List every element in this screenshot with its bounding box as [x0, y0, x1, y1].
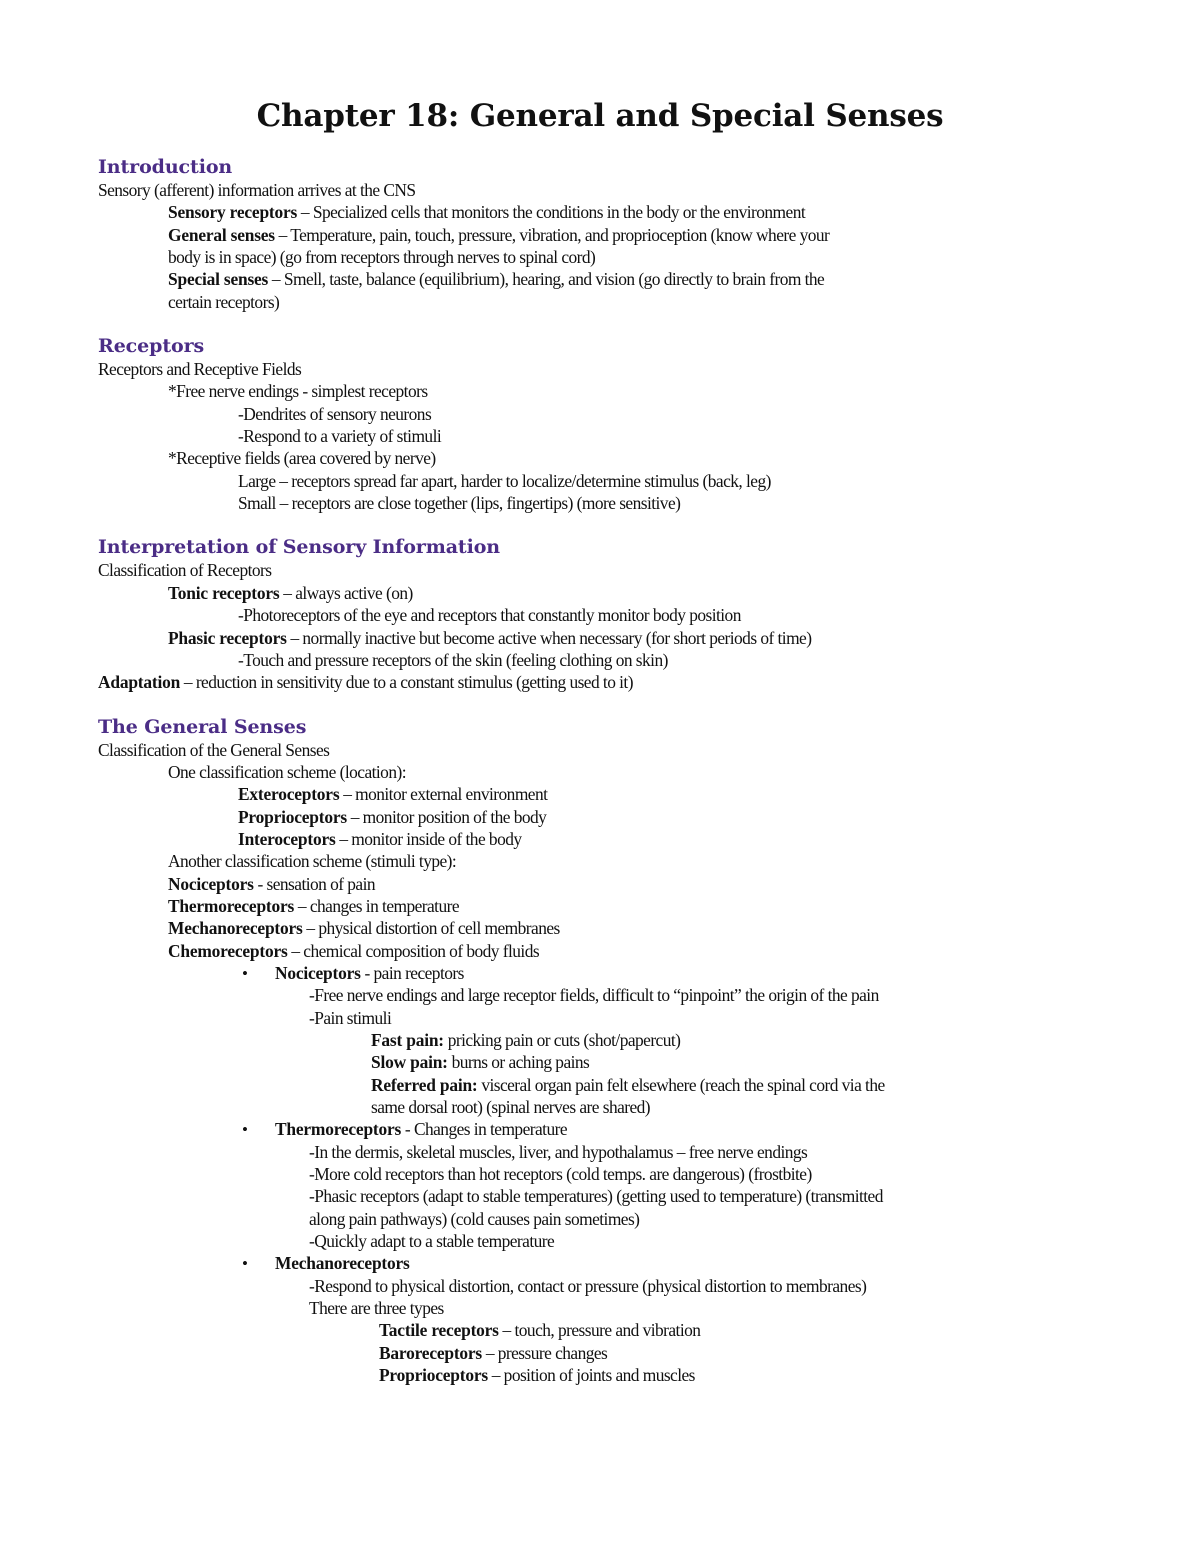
term: Tonic receptors: [168, 582, 280, 603]
text-line: [98, 940, 1118, 962]
term: Special senses: [168, 269, 269, 290]
term: Adaptation: [98, 672, 181, 693]
line-text: Another classification scheme (stimuli type):: [168, 851, 457, 872]
line-text: along pain pathways) (cold causes pain sometimes): [309, 1208, 640, 1229]
line-text: Sensory (afferent) information arrives at the CNS: [98, 180, 416, 200]
line-text: Classification of the General Senses: [98, 739, 330, 760]
line-text: *Free nerve endings - simplest receptors: [168, 381, 428, 402]
text-line: [98, 246, 1118, 268]
line-text: -Quickly adapt to a stable temperature: [309, 1231, 555, 1252]
text-line: [98, 671, 1118, 693]
text-line: [98, 873, 1118, 895]
line-text: -Phasic receptors (adapt to stable temperatures) (getting used to temperature) (transmitted: [309, 1186, 883, 1207]
bullet-icon: •: [242, 1120, 248, 1140]
term: Exteroceptors: [238, 784, 340, 805]
bullet-item: [98, 962, 1118, 984]
section-heading: [98, 716, 1118, 739]
text-line: [98, 1074, 1118, 1096]
line-text: Receptors and Receptive Fields: [98, 359, 302, 380]
section-heading-text: Interpretation of Sensory Information: [98, 536, 501, 559]
text-line: [98, 201, 1118, 223]
text-line: [98, 806, 1118, 828]
line-text: -Respond to physical distortion, contact or pressure (physical distortion to membranes): [309, 1275, 867, 1296]
term: Thermoreceptors: [275, 1119, 402, 1140]
definition: visceral organ pain felt elsewhere (reach the spinal cord via the: [477, 1074, 885, 1095]
definition: – chemical composition of body fluids: [287, 940, 540, 961]
text-line: [98, 1364, 1118, 1386]
term: Referred pain:: [371, 1074, 478, 1095]
definition: – reduction in sensitivity due to a constant stimulus (getting used to it): [180, 672, 633, 693]
term: Interoceptors: [238, 828, 336, 849]
text-line: [98, 470, 1118, 492]
text-line: [98, 917, 1118, 939]
text-line: [98, 1319, 1118, 1341]
term: Baroreceptors: [379, 1342, 483, 1363]
text-line: [98, 403, 1118, 425]
line-text: -Respond to a variety of stimuli: [238, 426, 442, 447]
section-heading: [98, 156, 1118, 179]
bullet-icon: •: [242, 963, 248, 983]
text-line: [98, 895, 1118, 917]
definition: – monitor inside of the body: [335, 828, 522, 849]
definition: pricking pain or cuts (shot/papercut): [443, 1030, 681, 1050]
text-line: [98, 1275, 1118, 1297]
term: Slow pain:: [371, 1052, 448, 1073]
definition: – Temperature, pain, touch, pressure, vibration, and proprioception (know where your: [274, 224, 830, 245]
definition: – position of joints and muscles: [487, 1365, 695, 1386]
definition: - pain receptors: [360, 962, 464, 983]
line-text: There are three types: [309, 1298, 444, 1319]
line-text: *Receptive fields (area covered by nerve): [168, 448, 436, 469]
definition: – physical distortion of cell membranes: [302, 918, 560, 939]
definition: – Smell, taste, balance (equilibrium), hearing, and vision (go directly to brain from the: [268, 269, 825, 290]
document-body: [98, 156, 1118, 1387]
bullet-item: [98, 1252, 1118, 1274]
section-gap: [98, 694, 1118, 716]
text-line: [98, 1051, 1118, 1073]
section-gap: [98, 313, 1118, 335]
term: Phasic receptors: [168, 627, 287, 648]
text-line: [98, 179, 1118, 201]
definition: – changes in temperature: [294, 895, 460, 916]
text-line: [98, 984, 1118, 1006]
text-line: [98, 291, 1118, 313]
term: Mechanoreceptors: [168, 918, 303, 939]
definition: – pressure changes: [482, 1342, 608, 1363]
term: General senses: [168, 224, 275, 245]
line-text: -In the dermis, skeletal muscles, liver, and hypothalamus – free nerve endings: [309, 1141, 808, 1162]
text-line: [98, 268, 1118, 290]
definition: – always active (on): [279, 582, 413, 603]
text-line: [98, 1096, 1118, 1118]
line-text: certain receptors): [168, 291, 280, 312]
section-heading-text: Introduction: [98, 156, 233, 178]
line-text: Classification of Receptors: [98, 560, 272, 581]
page-title: Chapter 18: General and Special Senses: [256, 98, 944, 134]
text-line: [98, 604, 1118, 626]
text-line: [98, 627, 1118, 649]
text-line: [98, 649, 1118, 671]
text-line: [98, 783, 1118, 805]
text-line: [98, 1342, 1118, 1364]
definition: - Changes in temperature: [401, 1119, 567, 1140]
definition: – monitor position of the body: [346, 806, 547, 827]
line-text: same dorsal root) (spinal nerves are shared): [371, 1097, 651, 1118]
line-text: body is in space) (go from receptors through nerves to spinal cord): [168, 247, 596, 268]
text-line: [98, 1297, 1118, 1319]
line-text: -Dendrites of sensory neurons: [238, 403, 432, 424]
section-heading: [98, 335, 1118, 358]
term: Tactile receptors: [379, 1320, 499, 1341]
line-text: -Touch and pressure receptors of the skin (feeling clothing on skin): [238, 649, 668, 670]
line-text: One classification scheme (location):: [168, 761, 406, 782]
text-line: [98, 761, 1118, 783]
text-line: [98, 739, 1118, 761]
line-text: Small – receptors are close together (lips, fingertips) (more sensitive): [238, 493, 681, 514]
definition: – monitor external environment: [339, 784, 548, 805]
term: Nociceptors: [168, 873, 254, 894]
text-line: [98, 358, 1118, 380]
section-heading-text: Receptors: [98, 335, 205, 358]
bullet-icon: •: [242, 1254, 248, 1274]
term: Sensory receptors: [168, 202, 298, 223]
text-line: [98, 492, 1118, 514]
section-gap: [98, 514, 1118, 536]
definition: – normally inactive but become active when necessary (for short periods of time): [286, 627, 812, 648]
text-line: [98, 850, 1118, 872]
line-text: Large – receptors spread far apart, harder to localize/determine stimulus (back, leg): [238, 470, 771, 491]
text-line: [98, 1185, 1118, 1207]
line-text: -Photoreceptors of the eye and receptors that constantly monitor body position: [238, 605, 741, 626]
text-line: [98, 1141, 1118, 1163]
definition: – touch, pressure and vibration: [498, 1320, 701, 1341]
term: Proprioceptors: [238, 806, 347, 827]
bullet-item: [98, 1118, 1118, 1140]
term: Proprioceptors: [379, 1365, 488, 1386]
term: Chemoreceptors: [168, 940, 288, 961]
line-text: -Pain stimuli: [309, 1007, 392, 1028]
definition: burns or aching pains: [447, 1052, 590, 1073]
term: Fast pain:: [371, 1030, 444, 1050]
text-line: [98, 1007, 1118, 1029]
section-heading-text: The General Senses: [98, 715, 307, 738]
text-line: [98, 582, 1118, 604]
text-line: [98, 1208, 1118, 1230]
text-line: [98, 1029, 1118, 1051]
text-line: [98, 447, 1118, 469]
text-line: [98, 828, 1118, 850]
text-line: [98, 380, 1118, 402]
term: Thermoreceptors: [168, 895, 295, 916]
definition: - sensation of pain: [253, 873, 376, 894]
text-line: [98, 1163, 1118, 1185]
text-line: [98, 1230, 1118, 1252]
line-text: -More cold receptors than hot receptors (cold temps. are dangerous) (frostbite): [309, 1164, 812, 1185]
text-line: [98, 559, 1118, 581]
term: Mechanoreceptors: [275, 1253, 410, 1274]
text-line: [98, 224, 1118, 246]
line-text: -Free nerve endings and large receptor fields, difficult to “pinpoint” the origin of the pain: [309, 985, 879, 1006]
section-heading: [98, 536, 1118, 559]
text-line: [98, 425, 1118, 447]
term: Nociceptors: [275, 962, 361, 983]
definition: – Specialized cells that monitors the conditions in the body or the environment: [297, 202, 806, 223]
